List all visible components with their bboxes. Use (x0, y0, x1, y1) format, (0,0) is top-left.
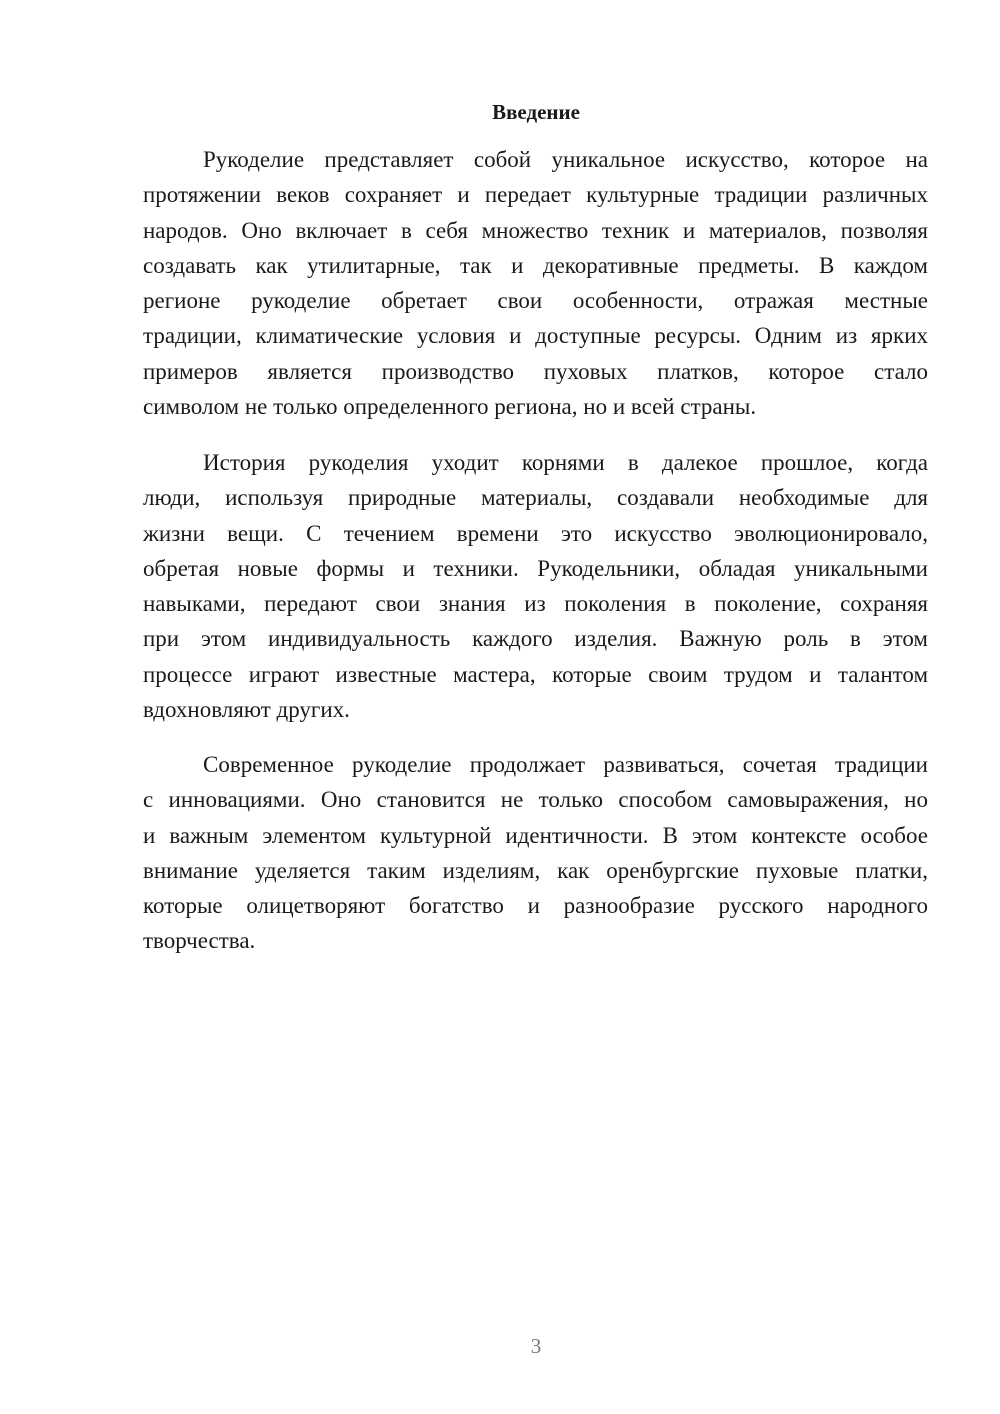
text-line: Рукоделие представляет собой уникальное искусство, которое на (203, 147, 928, 172)
text-line: примеров является производство пуховых платков, которое стало (143, 358, 928, 384)
text-line: навыками, передают свои знания из поколения в поколение, сохраняя (143, 591, 928, 617)
text-line: внимание уделяется таким изделиям, как оренбургские пуховые платки, (143, 857, 928, 883)
text-line: и важным элементом культурной идентичности. В этом контексте особое (143, 822, 928, 848)
paragraph (143, 142, 928, 424)
text-line: символом не только определенного региона, но и всей страны. (143, 394, 757, 420)
text-line: народов. Оно включает в себя множество техник и материалов, позволяя (143, 217, 928, 243)
text-line: творчества. (143, 928, 256, 954)
text-line: с инновациями. Оно становится не только способом самовыражения, но (143, 787, 928, 813)
text-line: при этом индивидуальность каждого изделия. Важную роль в этом (143, 626, 928, 652)
paragraph (143, 747, 928, 959)
text-line: процессе играют известные мастера, которые своим трудом и талантом (143, 661, 928, 687)
page-number: 3 (530, 1334, 542, 1358)
text-line: регионе рукоделие обретает свои особенности, отражая местные (143, 288, 928, 314)
text-line: которые олицетворяют богатство и разнообразие русского народного (143, 893, 928, 919)
text-line: традиции, климатические условия и доступные ресурсы. Одним из ярких (143, 323, 928, 349)
text-line: жизни вещи. С течением времени это искусство эволюционировало, (143, 520, 928, 546)
text-line: протяжении веков сохраняет и передает культурные традиции различных (143, 182, 928, 208)
text-line: вдохновляют других. (143, 697, 350, 723)
text-line: создавать как утилитарные, так и декоративные предметы. В каждом (143, 252, 928, 278)
text-line: обретая новые формы и техники. Рукодельники, обладая уникальными (143, 555, 928, 581)
text-line: люди, используя природные материалы, создавали необходимые для (143, 485, 928, 511)
paragraph (143, 445, 928, 727)
text-line: Современное рукоделие продолжает развиваться, сочетая традиции (203, 752, 928, 777)
text-line: История рукоделия уходит корнями в далекое прошлое, когда (203, 450, 928, 475)
section-title: Введение (492, 100, 580, 124)
